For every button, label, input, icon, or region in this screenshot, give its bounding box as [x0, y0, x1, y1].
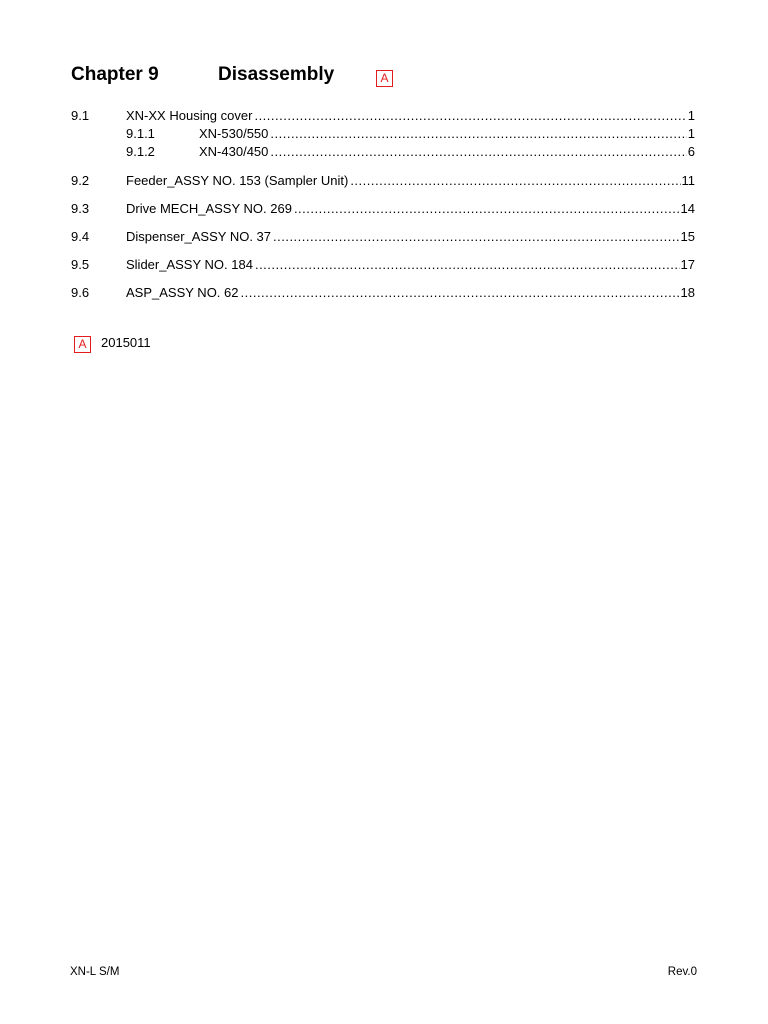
toc-entry [71, 257, 695, 273]
toc-number: 9.6 [71, 285, 90, 300]
toc-page-number: 15 [680, 229, 695, 244]
toc-entry [71, 201, 695, 217]
toc-number: 9.3 [71, 201, 90, 216]
toc-leader [294, 201, 680, 217]
toc-leader [270, 144, 686, 160]
toc-page-number: 18 [680, 285, 695, 300]
toc-number: 9.1 [71, 108, 90, 123]
footer-revision: Rev.0 [667, 966, 697, 978]
toc-leader [254, 108, 686, 124]
revision-mark-icon: A [376, 70, 393, 87]
chapter-label: Chapter 9 [71, 64, 159, 85]
toc-title: XN-XX Housing cover [126, 108, 253, 123]
toc-number: 9.4 [71, 229, 90, 244]
toc-page-number: 1 [687, 108, 695, 123]
toc-entry [71, 108, 695, 124]
toc-number: 9.1.1 [126, 126, 155, 141]
toc-title: Dispenser_ASSY NO. 37 [126, 229, 271, 244]
revision-note-text: 2015011 [101, 335, 151, 350]
toc-page-number: 1 [687, 126, 695, 141]
toc-leader [255, 257, 680, 273]
toc-leader [241, 285, 680, 301]
toc-entry [71, 285, 695, 301]
toc-leader [350, 173, 680, 189]
toc-title: XN-530/550 [199, 126, 269, 141]
toc-title: XN-430/450 [199, 144, 269, 159]
toc-subentry [71, 144, 695, 160]
toc-page-number: 17 [680, 257, 695, 272]
toc-number: 9.1.2 [126, 144, 155, 159]
revision-note-mark-icon: A [74, 336, 91, 353]
toc-entry [71, 229, 695, 245]
footer-manual-name: XN-L S/M [70, 966, 120, 978]
toc-title: Slider_ASSY NO. 184 [126, 257, 253, 272]
toc-title: ASP_ASSY NO. 62 [126, 285, 239, 300]
toc-title: Drive MECH_ASSY NO. 269 [126, 201, 292, 216]
toc-number: 9.5 [71, 257, 90, 272]
toc-leader [273, 229, 680, 245]
toc-page-number: 6 [687, 144, 695, 159]
toc-page-number: 11 [681, 173, 695, 188]
toc-subentry [71, 126, 695, 142]
toc-title: Feeder_ASSY NO. 153 (Sampler Unit) [126, 173, 349, 188]
toc-entry [71, 173, 695, 189]
toc-page-number: 14 [680, 201, 695, 216]
chapter-name: Disassembly [218, 64, 335, 85]
toc-number: 9.2 [71, 173, 90, 188]
toc-leader [270, 126, 686, 142]
